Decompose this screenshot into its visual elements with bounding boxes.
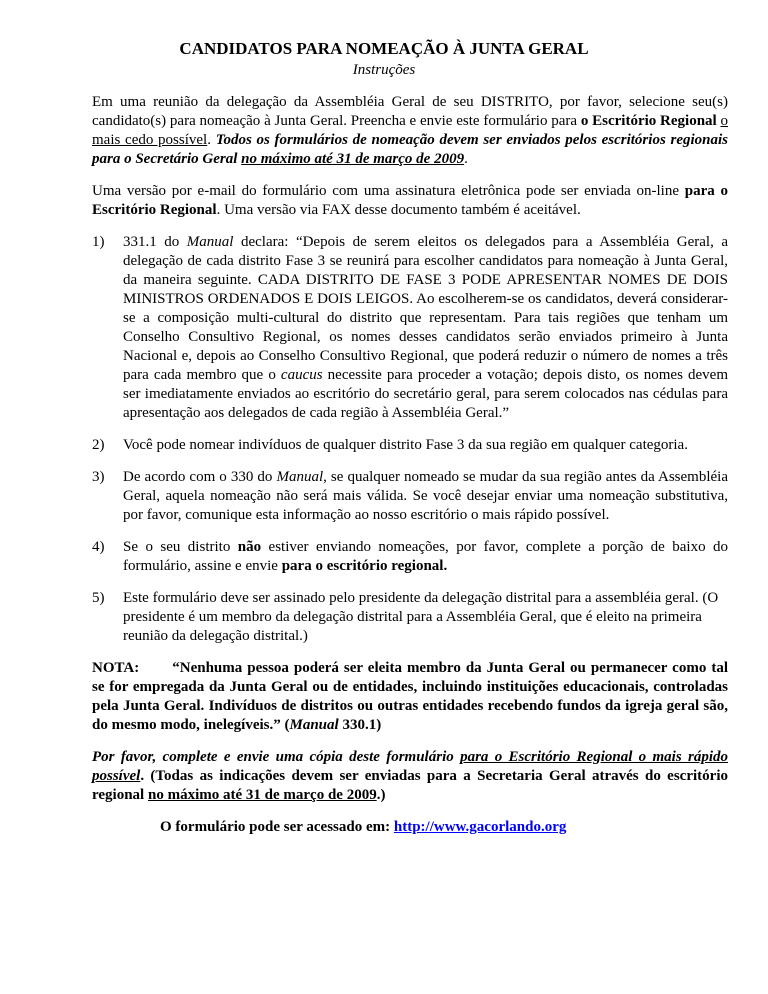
item-body: De acordo com o 330 do Manual, se qualquer nomeado se mudar da sua região antes da Assembléia Geral, aquela nomeação não será mais válida. Se você desejar enviar uma nomeação substitutiva, por favor, comunique esta informação ao nosso escritório o mais rápido possível.	[123, 469, 728, 523]
form-access-line	[92, 818, 728, 837]
nota-label: NOTA:	[92, 660, 140, 676]
list-item-5	[92, 589, 728, 646]
nota-text: “Nenhuma pessoa poderá ser eleita membro da Junta Geral ou permanecer como tal se for empregada da Junta Geral ou de entidades, incluindo instituições educacionais, controladas pela Junta Geral. Indivíduos de distritos ou outras entidades recebendo fundos da igreja geral são, do mesmo modo, inelegíveis.” (Manual 330.1)	[92, 660, 728, 733]
list-item-3	[92, 468, 728, 525]
list-item-2	[92, 436, 728, 455]
form-url-link[interactable]: http://www.gacorlando.org	[393, 819, 567, 835]
email-version-paragraph	[92, 182, 728, 220]
intro-paragraph-text: Em uma reunião da delegação da Assembléia Geral de seu DISTRITO, por favor, selecione seu(s) candidato(s) para nomeação à Junta Geral. Preencha e envie este formulário para o Escritório Regional o mais cedo possível. Todos os formulários de nomeação devem ser enviados pelos escritórios regionais para o Secretário Geral no máximo até 31 de março de 2009.	[92, 94, 728, 167]
nota-paragraph	[92, 659, 728, 735]
item-body: Se o seu distrito não estiver enviando nomeações, por favor, complete a porção de baixo do formulário, assine e envie para o escritório regional.	[123, 539, 729, 574]
item-number: 2)	[92, 437, 105, 453]
item-number: 5)	[92, 590, 105, 606]
email-version-paragraph-text: Uma versão por e-mail do formulário com uma assinatura eletrônica pode ser enviada on-line para o Escritório Regional. Uma versão via FAX desse documento também é aceitável.	[92, 183, 728, 218]
page-subtitle: Instruções	[352, 62, 416, 78]
item-body: Este formulário deve ser assinado pelo presidente da delegação distrital para a assembléia geral. (O presidente é um membro da delegação distrital para a Assembléia Geral, que é eleito na primeira reunião da delegação distrital.)	[123, 590, 719, 644]
form-access-text: O formulário pode ser acessado em: http://www.gacorlando.org	[160, 819, 567, 835]
list-item-1	[92, 233, 728, 423]
closing-paragraph	[92, 748, 728, 805]
item-number: 4)	[92, 539, 105, 555]
list-item-4	[92, 538, 728, 576]
item-body: Você pode nomear indivíduos de qualquer distrito Fase 3 da sua região em qualquer categoria.	[123, 437, 688, 453]
page-title: CANDIDATOS PARA NOMEAÇÃO À JUNTA GERAL	[179, 39, 589, 58]
item-number: 1)	[92, 234, 105, 250]
instruction-list	[0, 233, 768, 646]
closing-paragraph-text: Por favor, complete e envie uma cópia deste formulário para o Escritório Regional o mais rápido possível. (Todas as indicações devem ser enviadas para a Secretaria Geral através do escritório regional no máximo até 31 de março de 2009.)	[92, 749, 728, 803]
intro-paragraph	[92, 93, 728, 169]
item-body: 331.1 do Manual declara: “Depois de serem eleitos os delegados para a Assembléia Geral, a delegação de cada distrito Fase 3 se reunirá para escolher candidatos para nomeação à Junta Geral, da maneira seguinte. CADA DISTRITO DE FASE 3 PODE APRESENTAR NOMES DE DOIS MINISTROS ORDENADOS E DOIS LEIGOS. Ao escolherem-se os candidatos, deverá considerar-se a composição multi-cultural do distrito que representam. Para tais regiões que tenham um Conselho Consultivo Regional, os nomes desses candidatos serão enviados primeiro à Junta Nacional e, depois ao Conselho Consultivo Regional, que poderá reduzir o número de nomes a três para cada membro que o caucus necessite para proceder a votação; depois disto, os nomes devem ser imediatamente enviados ao escritório do secretário geral, para serem colocados nas cédulas para apresentação aos delegados de cada região à Assembléia Geral.”	[123, 234, 728, 421]
item-number: 3)	[92, 469, 105, 485]
